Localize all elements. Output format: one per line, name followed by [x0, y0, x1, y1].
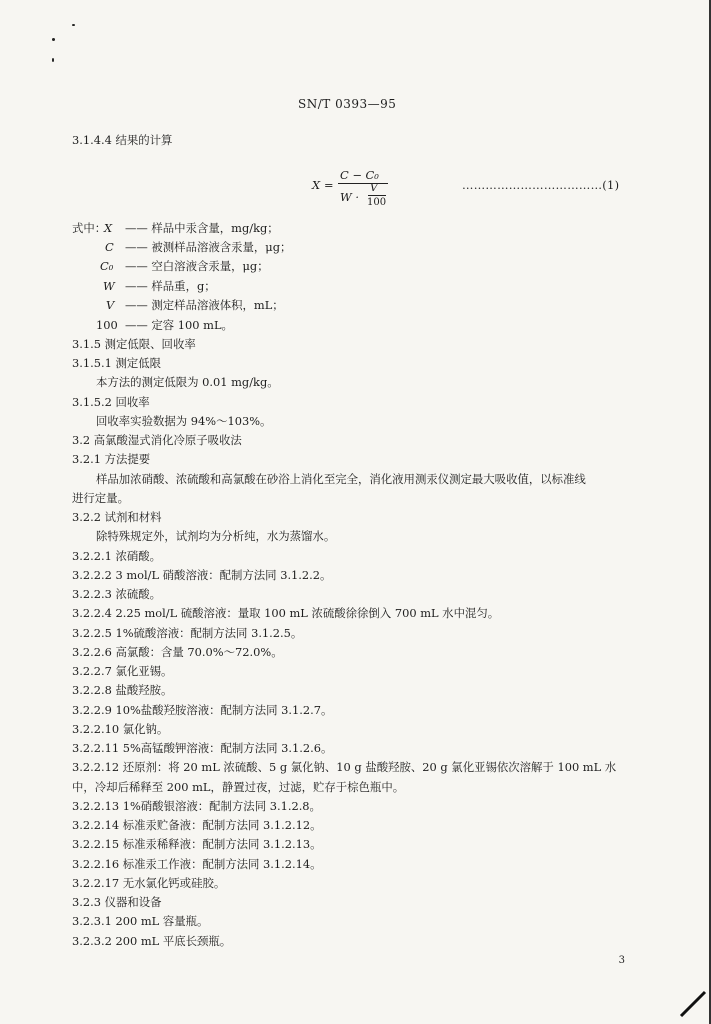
formula-sub-numerator: V: [370, 182, 378, 194]
heading-3-1-5-1: 3.1.5.1 测定低限: [72, 356, 162, 370]
paragraph-method-summary: 样品加浓硝酸、浓硫酸和高氯酸在砂浴上消化至完全，消化液用测汞仪测定最大吸收值，以标准线: [96, 472, 586, 486]
section-title-3-1-4-4: 3.1.4.4 结果的计算: [72, 133, 173, 147]
where-definition: —— 定容 100 mL。: [125, 318, 233, 332]
where-symbol: C: [105, 240, 114, 254]
corner-mark-icon: [677, 990, 707, 1018]
heading-3-2-2: 3.2.2 试剂和材料: [72, 510, 162, 524]
standard-number-header: SN/T 0393—95: [298, 97, 397, 111]
heading-3-1-5-2: 3.1.5.2 回收率: [72, 395, 150, 409]
where-symbol: 100: [96, 318, 118, 332]
item-3-2-2-10: 3.2.2.10 氯化钠。: [72, 722, 169, 736]
item-3-2-2-7: 3.2.2.7 氯化亚锡。: [72, 664, 173, 678]
where-definition: —— 样品重，g；: [125, 279, 216, 293]
scan-speck: [52, 38, 55, 41]
item-3-2-2-12: 3.2.2.12 还原剂：将 20 mL 浓硫酸、5 g 氯化钠、10 g 盐酸羟胺、20 g 氯化亚锡依次溶解于 100 mL 水: [72, 760, 617, 774]
paragraph-recovery: 回收率实验数据为 94%～103%。: [96, 414, 272, 428]
where-intro: 式中：: [72, 221, 107, 235]
item-3-2-2-12-cont: 中，冷却后稀释至 200 mL，静置过夜，过滤，贮存于棕色瓶中。: [72, 780, 405, 794]
formula-denominator: W ·: [340, 190, 359, 204]
paragraph-detection-limit: 本方法的测定低限为 0.01 mg/kg。: [96, 375, 279, 389]
where-definition: —— 样品中汞含量，mg/kg；: [125, 221, 279, 235]
item-3-2-2-16: 3.2.2.16 标准汞工作液：配制方法同 3.1.2.14。: [72, 857, 322, 871]
item-3-2-2-6: 3.2.2.6 高氯酸：含量 70.0%～72.0%。: [72, 645, 283, 659]
where-definition: —— 空白溶液含汞量，μg；: [125, 259, 269, 273]
paragraph-reagents-note: 除特殊规定外，试剂均为分析纯，水为蒸馏水。: [96, 529, 336, 543]
scan-speck: [52, 58, 54, 62]
item-3-2-3-2: 3.2.3.2 200 mL 平底长颈瓶。: [72, 934, 232, 948]
where-symbol: V: [106, 298, 115, 312]
where-definition: —— 测定样品溶液体积，mL；: [125, 298, 284, 312]
item-3-2-2-11: 3.2.2.11 5%高锰酸钾溶液：配制方法同 3.1.2.6。: [72, 741, 333, 755]
item-3-2-2-17: 3.2.2.17 无水氯化钙或硅胶。: [72, 876, 226, 890]
item-3-2-2-9: 3.2.2.9 10%盐酸羟胺溶液：配制方法同 3.1.2.7。: [72, 703, 333, 717]
formula-fraction-bar: [338, 183, 388, 184]
equation-number: ………………………………(1): [462, 178, 620, 192]
where-definition: —— 被测样品溶液含汞量，μg；: [125, 240, 292, 254]
item-3-2-2-1: 3.2.2.1 浓硝酸。: [72, 549, 162, 563]
formula-equals: =: [324, 178, 334, 192]
paragraph-method-summary-cont: 进行定量。: [72, 491, 129, 505]
formula-sub-denominator: 100: [367, 197, 387, 208]
heading-3-2-1: 3.2.1 方法提要: [72, 452, 151, 466]
formula-numerator: C − C₀: [340, 168, 379, 182]
item-3-2-2-8: 3.2.2.8 盐酸羟胺。: [72, 683, 173, 697]
scan-speck: [72, 24, 75, 26]
item-3-2-2-5: 3.2.2.5 1%硫酸溶液：配制方法同 3.1.2.5。: [72, 626, 303, 640]
item-3-2-3-1: 3.2.3.1 200 mL 容量瓶。: [72, 914, 209, 928]
item-3-2-2-3: 3.2.2.3 浓硫酸。: [72, 587, 162, 601]
heading-3-1-5: 3.1.5 测定低限、回收率: [72, 337, 196, 351]
item-3-2-2-13: 3.2.2.13 1%硝酸银溶液：配制方法同 3.1.2.8。: [72, 799, 321, 813]
item-3-2-2-2: 3.2.2.2 3 mol/L 硝酸溶液：配制方法同 3.1.2.2。: [72, 568, 332, 582]
formula-lhs: X: [312, 178, 321, 192]
heading-3-2: 3.2 高氯酸湿式消化冷原子吸收法: [72, 433, 242, 447]
item-3-2-2-15: 3.2.2.15 标准汞稀释液：配制方法同 3.1.2.13。: [72, 837, 322, 851]
heading-3-2-3: 3.2.3 仪器和设备: [72, 895, 162, 909]
where-symbol: C₀: [100, 259, 114, 273]
result-formula: [312, 168, 412, 214]
page-number: 3: [618, 955, 625, 966]
item-3-2-2-4: 3.2.2.4 2.25 mol/L 硫酸溶液：量取 100 mL 浓硫酸徐徐倒入 700 mL 水中混匀。: [72, 606, 500, 620]
formula-sub-fraction-bar: [368, 195, 386, 196]
where-symbol: W: [103, 279, 115, 293]
item-3-2-2-14: 3.2.2.14 标准汞贮备液：配制方法同 3.1.2.12。: [72, 818, 322, 832]
where-symbol: X: [104, 221, 113, 235]
